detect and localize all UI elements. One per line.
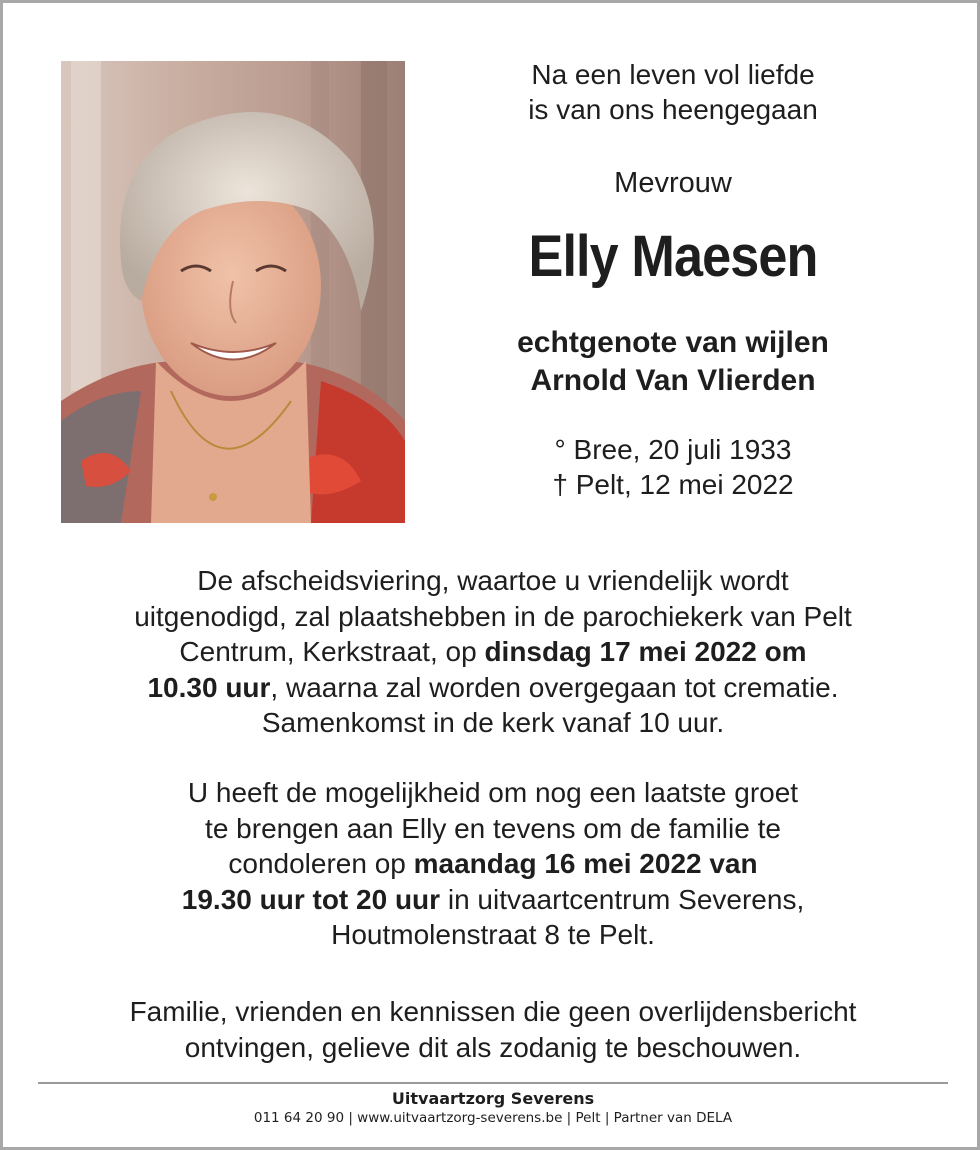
spouse-text: echtgenote van wijlen Arnold Van Vlierden: [517, 326, 829, 397]
portrait-photo: [61, 61, 405, 523]
deceased-name: Elly Maesen: [528, 224, 818, 289]
footer-company: Uitvaartzorg Severens: [391, 1089, 595, 1108]
ceremony-paragraph: De afscheidsviering, waartoe u vriendelijk wordt uitgenodigd, zal plaatshebben in de parochiekerk van Pelt Centrum, Kerkstraat, op dinsdag 17 mei 2022 om 10.30 uur, waarna zal worden overgegaan tot crematie. Samenkomst in de kerk vanaf 10 uur.: [134, 565, 852, 738]
life-dates: [433, 432, 913, 502]
ceremony-date: dinsdag 17 mei 2022 om: [484, 636, 807, 667]
notice-paragraph: Familie, vrienden en kennissen die geen overlijdensbericht ontvingen, gelieve dit als zodanig te beschouwen.: [129, 996, 857, 1063]
visitation-date: maandag 16 mei 2022 van: [413, 848, 758, 879]
visitation-paragraph: U heeft de mogelijkheid om nog een laatste groet te brengen aan Elly en tevens om de familie te condoleren op maandag 16 mei 2022 van 19.30 uur tot 20 uur in uitvaartcentrum Severens, Houtmolenstraat 8 te Pelt.: [181, 777, 805, 950]
header-text: [433, 55, 913, 502]
ceremony-time: 10.30 uur: [147, 671, 271, 703]
intro-text: Na een leven vol liefde is van ons heengegaan: [528, 59, 818, 125]
footer-contact: 011 64 20 90 | www.uitvaartzorg-severens.be | Pelt | Partner van DELA: [253, 1110, 733, 1126]
footer-divider: [38, 1082, 948, 1084]
birth-date: ° Bree, 20 juli 1933: [554, 434, 792, 465]
visitation-time: 19.30 uur tot 20 uur: [181, 883, 441, 915]
death-date: † Pelt, 12 mei 2022: [552, 469, 794, 500]
honorific: Mevrouw: [614, 167, 732, 199]
